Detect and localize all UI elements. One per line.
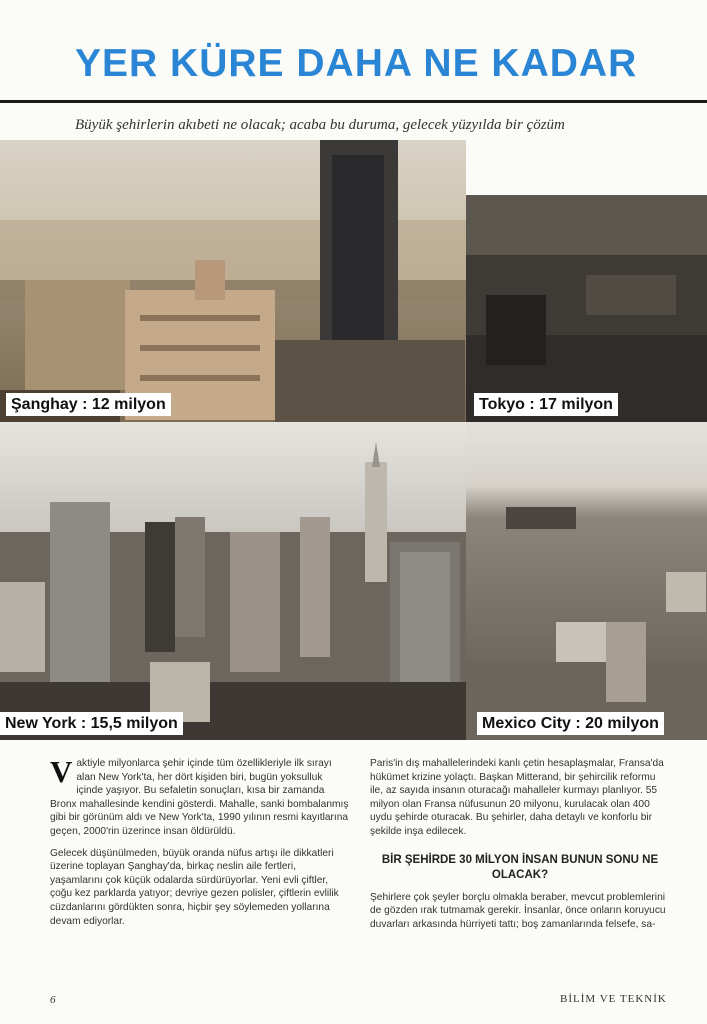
title-rule xyxy=(0,100,707,103)
article-paragraph: Şehirlere çok şeyler borçlu olmakla beraber, mevcut problemlerini de gözden ırak tutmamak gerekir. İnsanlar, önce onların koruyucu duvarları arkasında hürriyeti tattı; boş zamanlarında felsefe, sa- xyxy=(370,891,666,930)
mexico-city-cityscape-image xyxy=(466,422,707,740)
shanghai-caption: Şanghay : 12 milyon xyxy=(6,393,171,416)
article-paragraph: Paris'in dış mahallelerindeki kanlı çetin hesaplaşmalar, Fransa'da hükümet krizine yolaçtı. Başkan Mitterand, bir şehircilik reformu ile, az sayıda insanın oturacağı mahalleler kurmayı planlıyor. 55 milyon olan Fransa nüfusunun 20 milyonu, kurulacak olan 400 uydu şehirde oturacak. Bu şehirler, daha detaylı ve konforlu bir şekilde inşa edilecek. xyxy=(370,758,664,837)
section-heading: BİR ŞEHİRDE 30 MİLYON İNSAN BUNUN SONU NE OLACAK? xyxy=(381,853,659,881)
page-number: 6 xyxy=(50,994,56,1006)
mexico-city-caption: Mexico City : 20 milyon xyxy=(477,712,664,735)
new-york-caption: New York : 15,5 milyon xyxy=(0,712,183,735)
shanghai-photo xyxy=(0,140,466,422)
article-paragraph xyxy=(50,754,350,839)
drop-cap: V xyxy=(50,754,73,789)
article-column-left xyxy=(50,754,350,936)
magazine-name: BİLİM VE TEKNİK xyxy=(560,993,667,1005)
tokyo-caption: Tokyo : 17 milyon xyxy=(474,393,618,416)
article-subtitle: Büyük şehirlerin akıbeti ne olacak; acaba bu duruma, gelecek yüzyılda bir çözüm xyxy=(75,117,565,133)
shanghai-skyline-image xyxy=(0,140,466,422)
new-york-photo xyxy=(0,422,466,740)
new-york-skyline-image xyxy=(0,422,466,740)
tokyo-cityscape-image xyxy=(466,195,707,422)
mexico-city-photo xyxy=(466,422,707,740)
article-title: YER KÜRE DAHA NE KADAR xyxy=(75,42,638,85)
tokyo-photo xyxy=(466,195,707,422)
article-column-right xyxy=(370,757,670,939)
paragraph-text: aktiyle milyonlarca şehir içinde tüm özellikleriyle ilk sırayı alan New York'ta, her dört kişiden biri, bugün yoksulluk içinde yaşıyor. Bu sefaletin sonuçları, kısa bir zamanda Bronx mahallesinde kendini gösterdi. Mahalle, sanki bombalanmış gibi bir görünüm aldı ve New York'ta, 1990 yılının resmi kayıtlarına geçen, 2000'rin üzerince insan öldürüldü. xyxy=(50,758,349,837)
article-paragraph: Gelecek düşünülmeden, büyük oranda nüfus artışı ile dikkatleri üzerine toplayan Şanghay'da, birkaç neslin aile fertleri, yaşamlarını çok küçük odalarda sürdürüyorlar. Yeni evli çiftler, çoğu kez parklarda yatıyor; devriye gezen polisler, çiftlerin evlilik cüzdanlarını gördükten sonra, hiçbir şey söylemeden yollarına devam ediyorlar. xyxy=(50,847,339,927)
